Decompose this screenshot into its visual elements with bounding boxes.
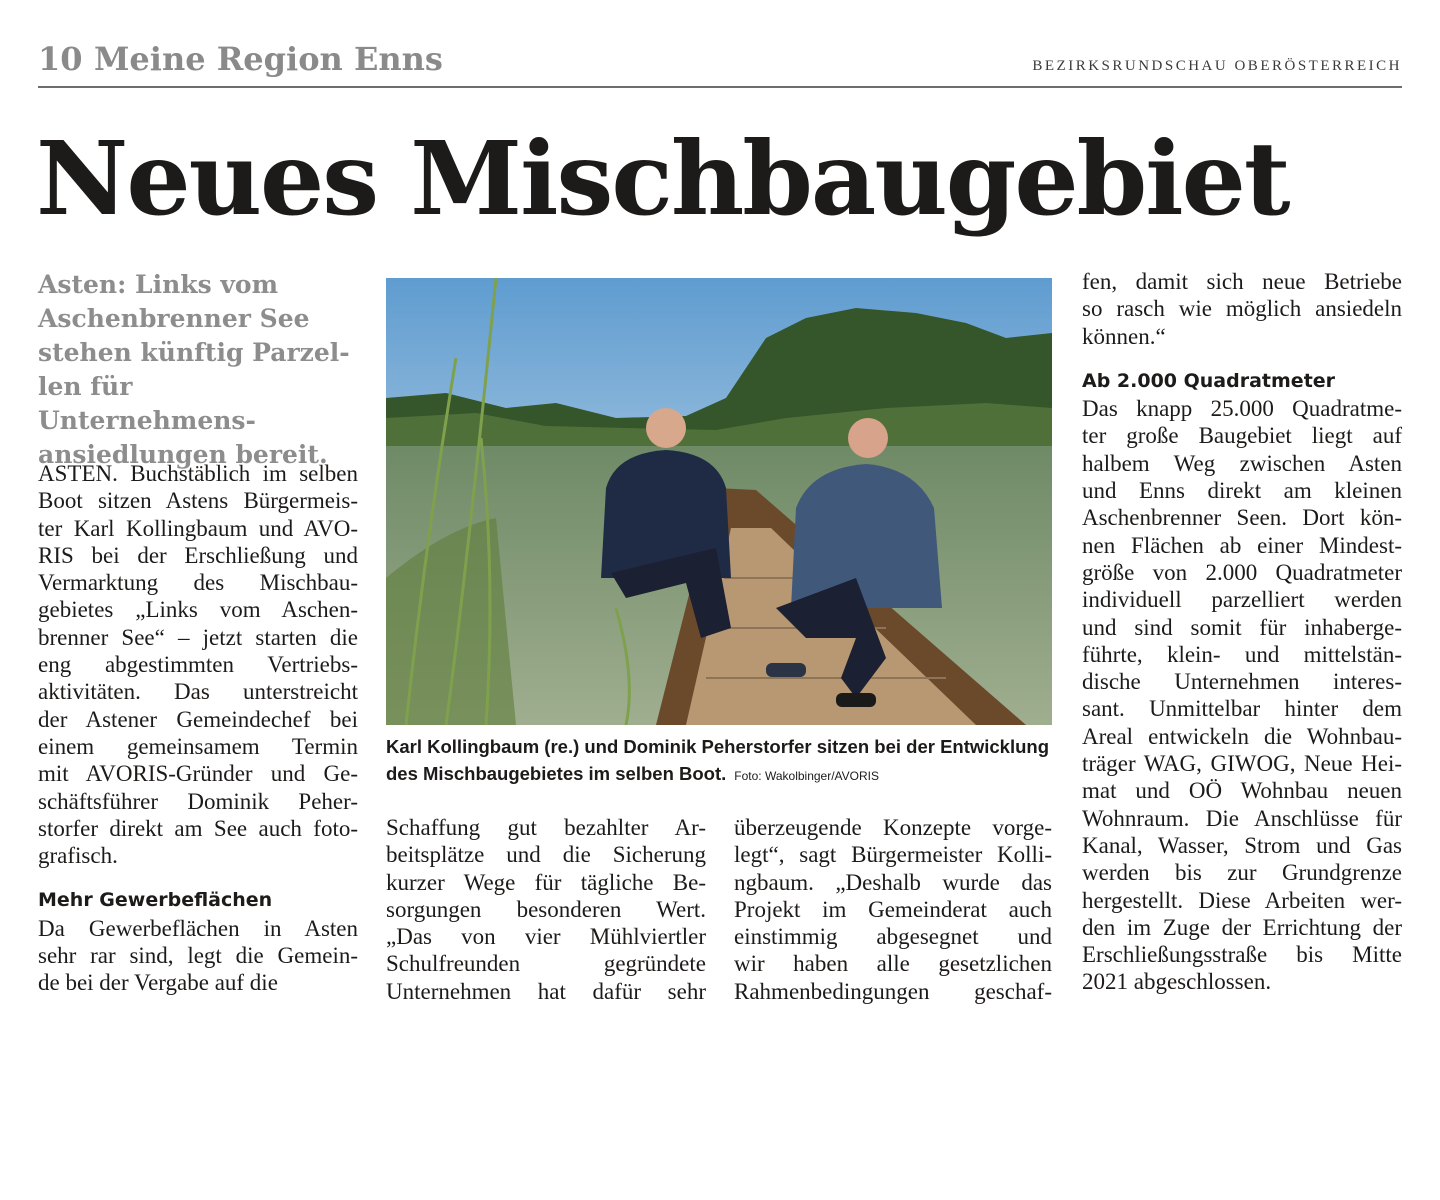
text-line: brenner See“ – jetzt starten die (38, 624, 358, 650)
deck-line: Aschenbrenner See (38, 304, 310, 333)
text-line: beitsplätze und die Sicherung (386, 842, 706, 868)
column-subhead: Ab 2.000 Quadratmeter (1082, 369, 1336, 392)
text-line: dische Unternehmen interes- (1082, 669, 1402, 695)
text-line: Das knapp 25.000 Quadratme- (1082, 396, 1402, 422)
text-line: halbem Weg zwischen Asten (1082, 450, 1402, 476)
text-line: Schulfreunden gegründete (386, 951, 706, 977)
column-subhead: Mehr Gewerbeflächen (38, 889, 273, 912)
text-line: ter Karl Kollingbaum und AVO- (38, 515, 358, 541)
text-line: Boot sitzen Astens Bürgermeis- (38, 488, 358, 514)
text-line: führte, klein- und mittelstän- (1082, 641, 1402, 667)
text-line: hergestellt. Diese Arbeiten wer- (1082, 887, 1402, 913)
text-line: träger WAG, GIWOG, Neue Hei- (1082, 751, 1402, 777)
text-line: Kanal, Wasser, Strom und Gas (1082, 832, 1402, 858)
text-line: größe von 2.000 Quadratmeter (1082, 559, 1402, 585)
deck-line: ansiedlungen bereit. (38, 440, 328, 469)
text-line: einstimmig abgesegnet und (734, 924, 1052, 950)
text-line: eng abgestimmten Vertriebs- (38, 652, 358, 678)
text-line: Wohnraum. Die Anschlüsse für (1082, 805, 1402, 831)
text-line: ter große Baugebiet liegt auf (1082, 423, 1402, 449)
text-line: sant. Unmittelbar hinter dem (1082, 696, 1402, 722)
column-2 (386, 814, 706, 1005)
text-line: storfer direkt am See auch foto- (38, 815, 358, 841)
text-line: gebietes „Links vom Aschen- (38, 597, 358, 623)
column-3 (734, 814, 1052, 1005)
article-photo (386, 278, 1052, 725)
article-headline: Neues Mischbaugebiet (36, 119, 1289, 238)
caption-text: (re.) und Dominik Peherstorfer sitzen bei der Entwicklung des Mischbaugebietes im selben Boot. (386, 736, 1050, 784)
page-number: 10 (38, 40, 83, 78)
text-line: legt“, sagt Bürgermeister Kolli- (734, 842, 1052, 868)
text-line: Aschenbrenner Seen. Dort kön- (1082, 505, 1402, 531)
text-line: so rasch wie möglich ansiedeln (1082, 296, 1402, 322)
text-line: RIS bei der Erschließung und (38, 542, 358, 568)
text-line: grafisch. (38, 843, 118, 869)
text-line: Da Gewerbeflächen in Asten (38, 915, 358, 941)
text-line: mit AVORIS-Gründer und Ge- (38, 761, 358, 787)
text-line: der Astener Gemeindechef bei (38, 706, 358, 732)
text-line: mat und OÖ Wohnbau neuen (1082, 778, 1402, 804)
text-line: nen Flächen ab einer Mindest- (1082, 532, 1402, 558)
text-line: Schaffung gut bezahlter Ar- (386, 815, 706, 840)
text-line: Vermarktung des Mischbau- (38, 570, 358, 596)
text-line: ngbaum. „Deshalb wurde das (734, 869, 1052, 895)
text-line: kurzer Wege für tägliche Be- (386, 869, 706, 895)
text-line: de bei der Vergabe auf die (38, 970, 278, 996)
deck-line: len für Unternehmens- (38, 372, 256, 435)
photo-caption (386, 733, 1052, 790)
section-title: Meine Region Enns (94, 40, 443, 78)
text-line: Projekt im Gemeinderat auch (734, 896, 1052, 922)
text-line: Unternehmen hat dafür sehr (386, 978, 706, 1004)
text-line: wir haben alle gesetzlichen (734, 951, 1052, 977)
text-line: „Das von vier Mühlviertler (386, 924, 706, 950)
text-line: einem gemeinsamem Termin (38, 733, 358, 759)
text-line: werden bis zur Grundgrenze (1082, 860, 1402, 886)
text-line: sorgungen besonderen Wert. (386, 896, 706, 922)
text-line: Areal entwickeln die Wohnbau- (1082, 723, 1402, 749)
deck-line: stehen künftig Parzel- (38, 338, 350, 367)
text-line: Erschließungsstraße bis Mitte (1082, 942, 1402, 968)
page-header (38, 40, 1402, 88)
text-line: Rahmenbedingungen geschaf- (734, 978, 1052, 1004)
photo-credit: Foto: Wakolbinger/AVORIS (734, 769, 880, 783)
text-line: den im Zuge der Errichtung der (1082, 914, 1402, 940)
publication-name: BEZIRKSRUNDSCHAU OBERÖSTERREICH (1032, 58, 1402, 74)
text-line: schäftsführer Dominik Peher- (38, 788, 358, 814)
column-4 (1082, 268, 1402, 996)
deck-line: Asten: Links vom (38, 270, 279, 299)
text-line: 2021 abgeschlossen. (1082, 969, 1272, 995)
text-line: fen, damit sich neue Betriebe (1082, 269, 1402, 294)
article-deck (38, 268, 358, 472)
text-line: können.“ (1082, 323, 1166, 349)
text-line: ASTEN. Buchstäblich im selben (38, 461, 358, 486)
text-line: und sind somit für inhaberge- (1082, 614, 1402, 640)
text-line: und Enns direkt am kleinen (1082, 478, 1402, 504)
column-1 (38, 460, 358, 997)
text-line: überzeugende Konzepte vorge- (734, 815, 1052, 840)
caption-name: Karl Kollingbaum (386, 736, 540, 757)
text-line: aktivitäten. Das unterstreicht (38, 679, 358, 705)
text-line: sehr rar sind, legt die Gemein- (38, 943, 358, 969)
text-line: individuell parzelliert werden (1082, 587, 1402, 613)
